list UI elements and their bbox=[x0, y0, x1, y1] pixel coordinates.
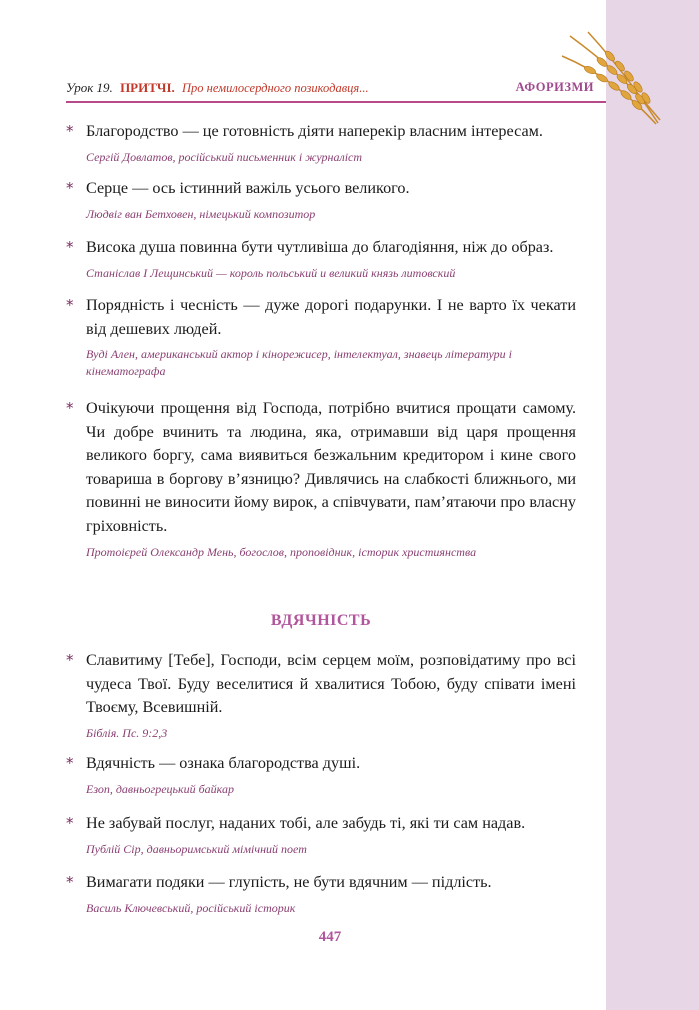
aphorism-author: Біблія. Пс. 9:2,3 bbox=[86, 725, 168, 740]
bullet-star-icon: * bbox=[66, 179, 74, 197]
side-strip bbox=[606, 0, 699, 1010]
aphorism-author: Станіслав І Лещинський — король польський и великий князь литовский bbox=[86, 265, 456, 280]
aphorism-author: Езоп, давньогрецький байкар bbox=[86, 781, 234, 796]
aphorism-item bbox=[66, 871, 576, 917]
aphorism-author: Людвіг ван Бетховен, німецький композитор bbox=[86, 206, 316, 221]
aphorism-text: Вимагати подяки — глупість, не бути вдячним — підлість. bbox=[86, 873, 492, 891]
bullet-star-icon: * bbox=[66, 238, 74, 256]
aphorism-author: Вуді Ален, американський актор і кінорежисер, інтелектуал, знавець літератури і кінематографа bbox=[86, 347, 512, 379]
aphorism-item bbox=[66, 812, 576, 858]
aphorism-item bbox=[66, 236, 576, 282]
section-tag: АФОРИЗМИ bbox=[515, 80, 594, 94]
bullet-star-icon: * bbox=[66, 754, 74, 772]
running-header bbox=[66, 80, 594, 100]
aphorism-author: Протоієрей Олександр Мень, богослов, проповідник, історик християнства bbox=[86, 544, 477, 559]
header-rule bbox=[66, 101, 606, 103]
bullet-star-icon: * bbox=[66, 122, 74, 140]
aphorism-item bbox=[66, 649, 576, 742]
aphorism-item bbox=[66, 120, 576, 166]
wheat-ears-icon bbox=[560, 28, 670, 128]
aphorism-author: Сергій Довлатов, російський письменник і журналіст bbox=[86, 149, 363, 164]
header-parables: ПРИТЧІ. bbox=[120, 80, 175, 95]
aphorism-text: Серце — ось істинний важіль усього великого. bbox=[86, 179, 410, 197]
aphorism-item bbox=[66, 294, 576, 380]
aphorism-author: Публій Сір, давньоримський мімічний поет bbox=[86, 841, 307, 856]
bullet-star-icon: * bbox=[66, 814, 74, 832]
aphorism-item bbox=[66, 177, 576, 223]
bullet-star-icon: * bbox=[66, 296, 74, 314]
aphorism-text: Порядність і чесність — дуже дорогі подарунки. І не варто їх чекати від дешевих людей. bbox=[86, 296, 576, 338]
aphorism-text: Очікуючи прощення від Господа, потрібно вчитися прощати самому. Чи добре вчинить та людина, яка, отримавши від царя прощення великого боргу, сама виявиться безжальним кредитором і кине свого товариша в боргову в’язницю? Дивлячись на слабкості ближнього, ми повинні не виносити йому вирок, а співчувати, пам’ятаючи про власну гріховність. bbox=[86, 399, 576, 535]
aphorism-text: Славитиму [Тебе], Господи, всім серцем моїм, розповідатиму про всі чудеса Твої. Буду веселитися й хвалитися Тобою, буду співати імені Твоєму, Всевишній. bbox=[86, 651, 576, 717]
bullet-star-icon: * bbox=[66, 873, 74, 891]
bullet-star-icon: * bbox=[66, 651, 74, 669]
header-topic: Про немилосердного позикодавця... bbox=[182, 81, 369, 95]
aphorism-text: Висока душа повинна бути чутливіша до благодіяння, ніж до образ. bbox=[86, 238, 554, 256]
aphorism-item bbox=[66, 752, 576, 798]
aphorism-item bbox=[66, 397, 576, 561]
aphorism-text: Не забувай послуг, наданих тобі, але забудь ті, які ти сам надав. bbox=[86, 814, 526, 832]
bullet-star-icon: * bbox=[66, 399, 74, 417]
page-number: 447 bbox=[318, 929, 342, 945]
aphorism-text: Благородство — це готовність діяти наперекір власним інтересам. bbox=[86, 122, 543, 140]
aphorism-author: Василь Ключевський, російський історик bbox=[86, 900, 296, 915]
section-title: ВДЯЧНІСТЬ bbox=[270, 612, 372, 629]
lesson-number: Урок 19. bbox=[66, 80, 113, 95]
aphorism-text: Вдячність — ознака благородства душі. bbox=[86, 754, 361, 772]
